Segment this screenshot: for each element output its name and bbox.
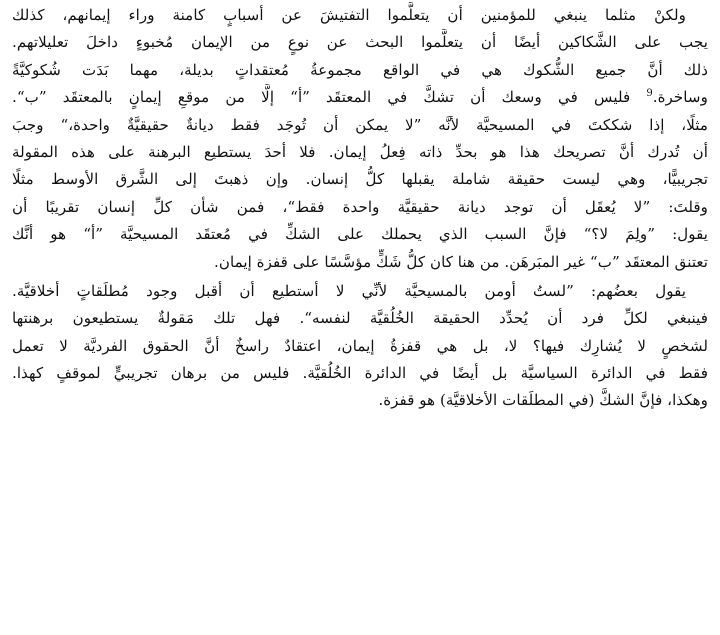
text-line: وقلتَ: ”لا يُعقَل أن توجد ديانة حقيقيَّة واحدة فقط“، فمن شأن كلِّ إنسان تقريبًا أن <box>12 197 708 216</box>
text-line: فقط في الدائرة السياسيَّة بل أيضًا في الدائرة الخُلُقيَّة. فليس من برهان تجريبيٍّ لموقفٍ كهذا. <box>12 364 708 383</box>
text-line: أن تُدرك أنَّ تصريحك هذا هو بحدِّ ذاته فِعلُ إيمان. فلا أحدَ يستطيع البرهنة على هذه المقولة <box>12 142 708 161</box>
text-line: ذلك أنَّ جميع الشُّكوك هي في الواقع مجموعةُ مُعتقداتٍ بديلة، مهما بَدَت شُكوكيَّةً <box>12 60 708 79</box>
paragraph-2 <box>12 57 708 276</box>
text-line: مثلًا، إذا شككتَ في المسيحيَّة لأنَّه ”لا يمكن أن تُوجَد فقط ديانةٌ حقيقيَّةٌ واحدة،“ وجبَ <box>12 115 708 134</box>
text-line: يقول بعضُهم: ”لستُ أومن بالمسيحيَّة لأنِّي لا أستطيع أن أقبل وجود مُطلَقاتٍ أخلاقيَّة. <box>12 281 686 300</box>
text-line: فينبغي لكلِّ فرد أن يُحدِّد الحقيقة الخُلُقيَّة لنفسه“. فهل تلك مَقولةٌ يستطيعون برهنتها <box>12 309 708 328</box>
footnote-reference[interactable]: 9 <box>646 88 653 100</box>
text-line: تجريبيًّا، وهي ليست حقيقة شاملة يقبلها كلُّ إنسان. وإن ذهبتَ إلى الشَّرق الأوسط مثلًا <box>12 170 708 189</box>
text-line: تعتنق المعتقَد ”ب“ غير المبَرهَن. من هنا كان كلُّ شَكٍّ مؤسَّسًا على قفزة إيمان. <box>214 252 708 271</box>
text-line: ولكنْ مثلما ينبغي للمؤمنين أن يتعلَّموا التفتيشَ عن أسبابٍ كامنة وراء إيمانهم، كذلك <box>12 6 686 24</box>
text-line: وهكذا، فإنَّ الشكَّ (في المطلَقات الأخلاقيَّة) هو قفزة. <box>378 391 708 410</box>
line-segment: وساخرة. <box>652 88 708 107</box>
text-line: يجب على الشَّكاكين أيضًا أن يتعلَّموا البحث عن نوعٍ من الإيمان مُخبوءٍ داخلَ تعليلاتهم. <box>12 33 708 52</box>
text-line: يقول: ”ولِمَ لا؟“ فإنَّ السبب الذي يحملك على الشكِّ في مُعتقَد المسيحيَّة ”أ“ هو أنَّك <box>12 225 708 244</box>
paragraph-1 <box>12 2 708 57</box>
text-line-with-footnote <box>12 84 708 111</box>
text-line: لشخصٍ لا يُشارِك فيها؟ لا، بل هي قفزةُ إيمان، اعتقادٌ راسخٌ أنَّ الحقوق الفرديَّة لا تعمل <box>12 336 708 355</box>
line-segment: فليس في وسعك أن تشكَّ في المعتقَد ”أ“ إلَّا من موقعِ إيمانٍ بالمعتقَد ”ب“. <box>12 88 647 107</box>
paragraph-3 <box>12 278 708 415</box>
